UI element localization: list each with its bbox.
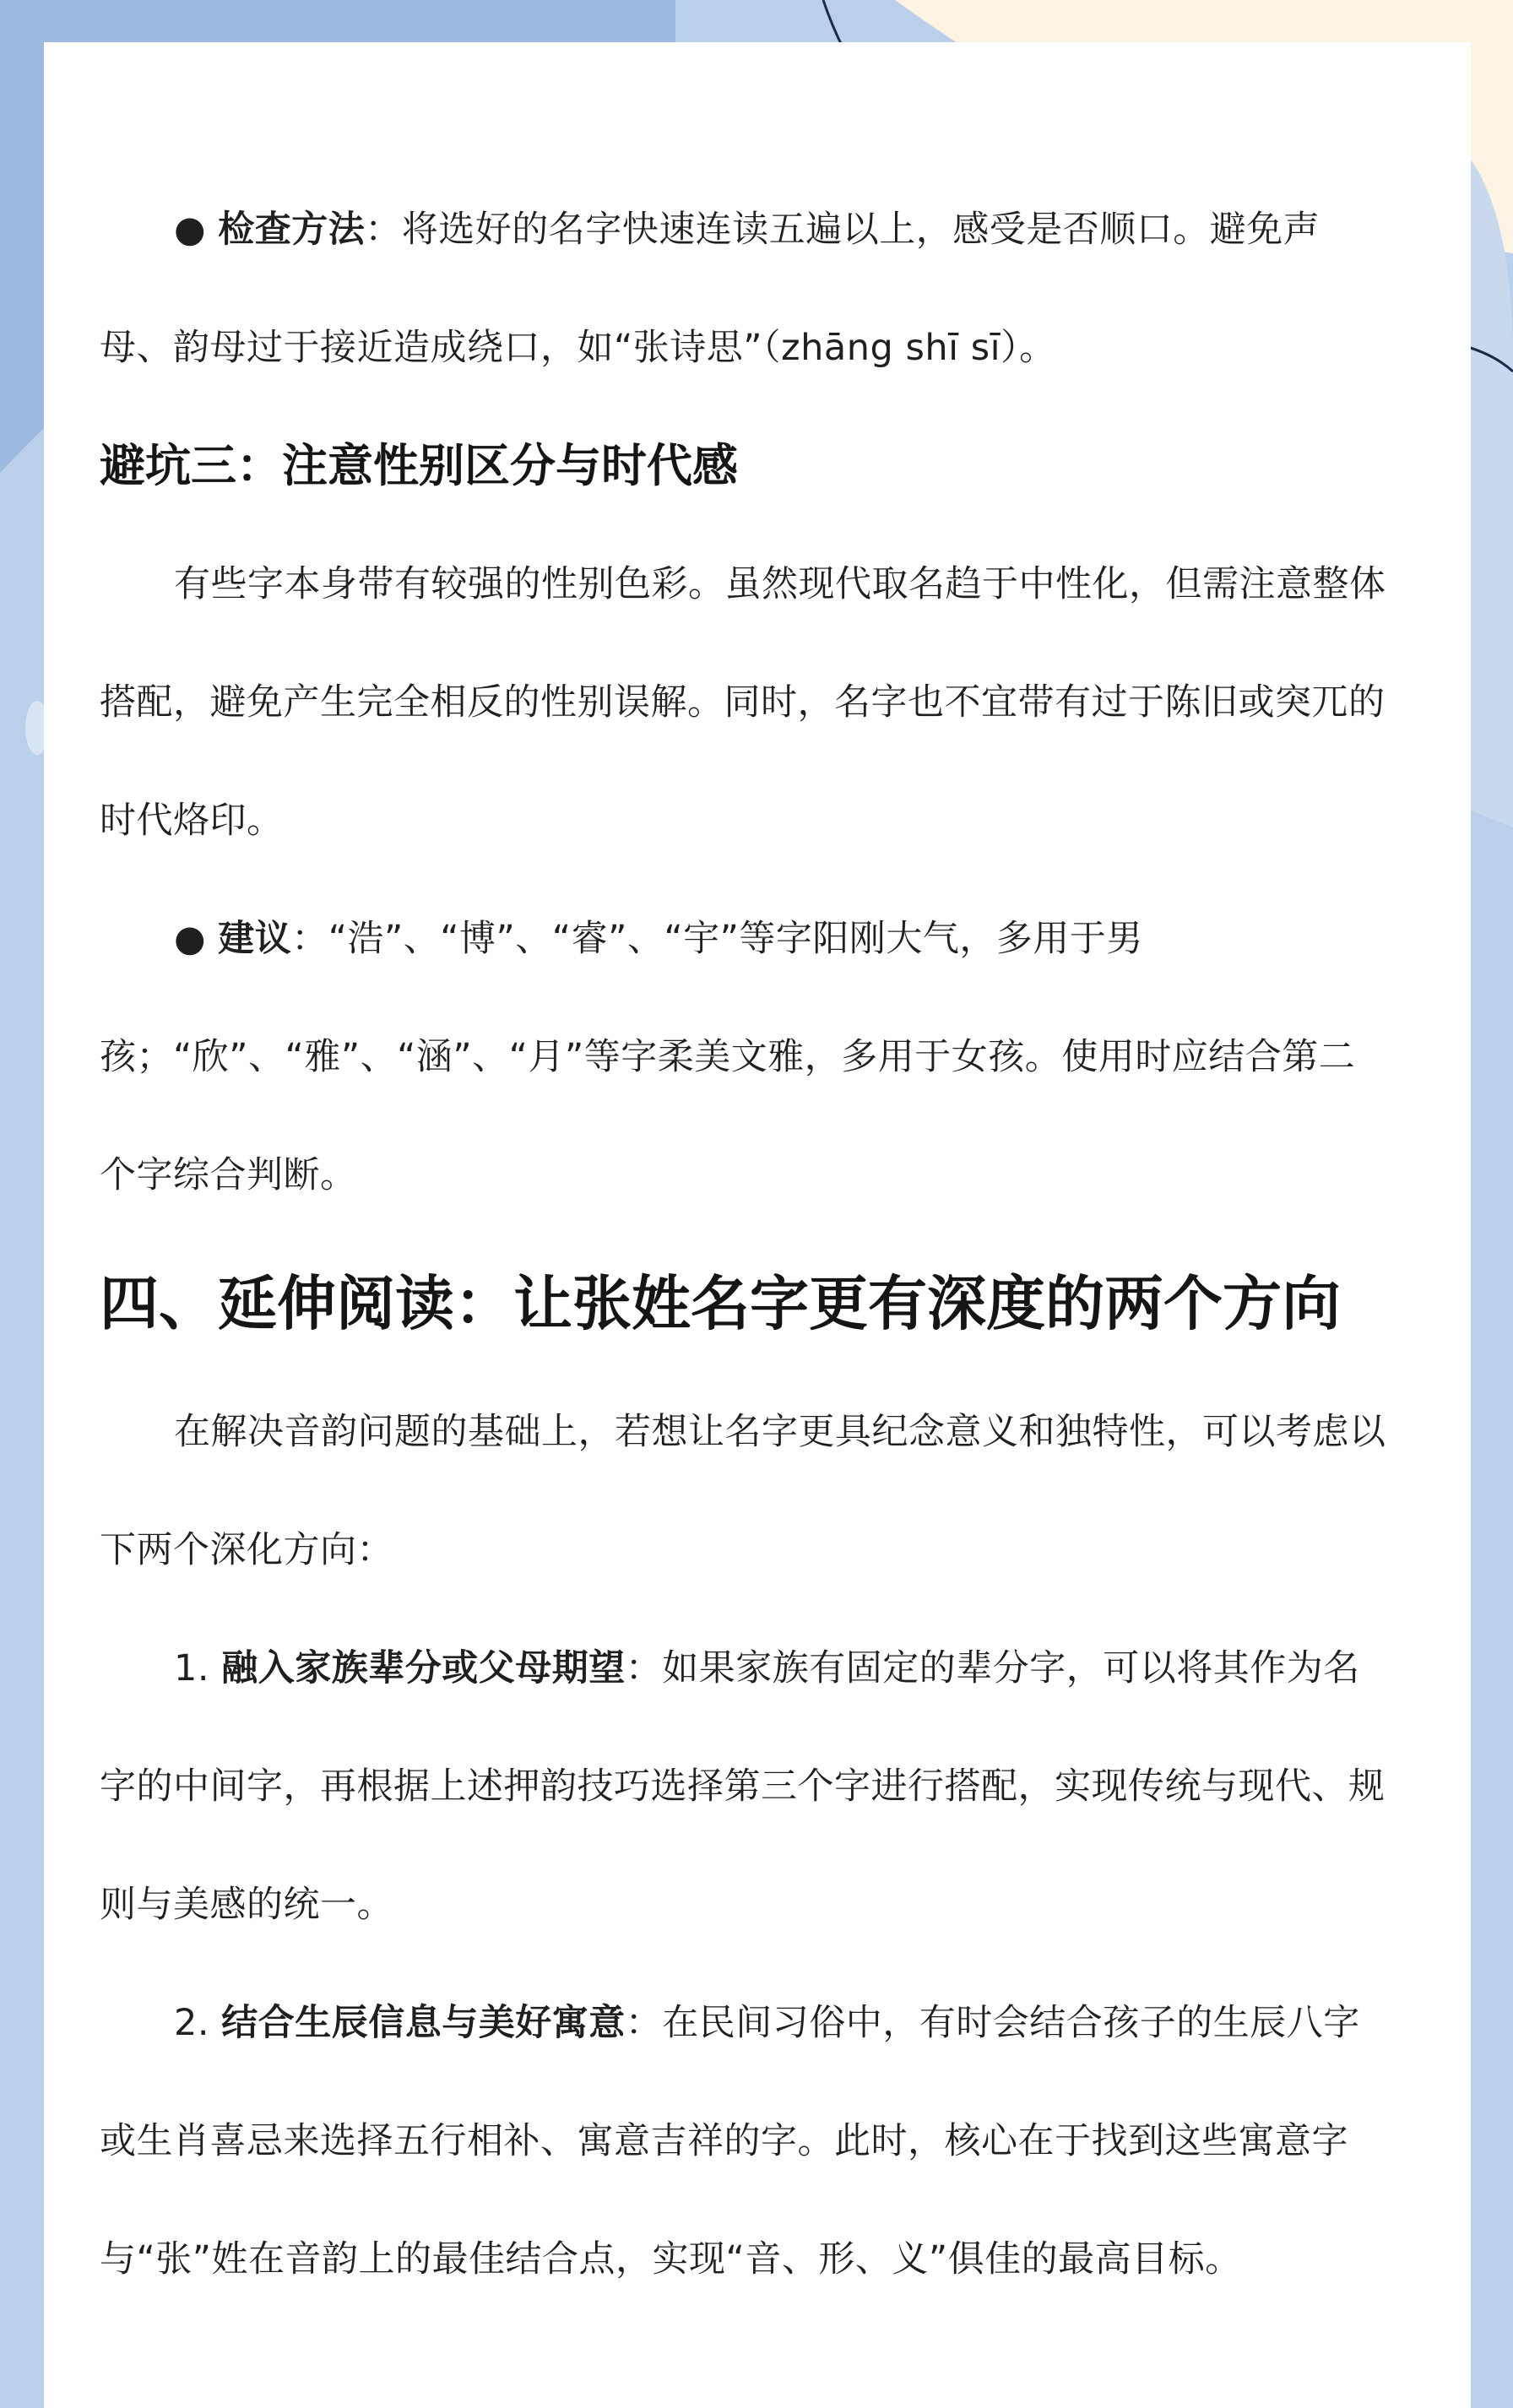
item-number: 1. (174, 1647, 222, 1689)
bullet-check-method (100, 171, 1390, 407)
item-label: 结合生辰信息与美好寓意 (221, 2002, 626, 2044)
section4-heading: 四、延伸阅读：让张姓名字更有深度的两个方向 (100, 1269, 1341, 1338)
bullet-marker: ● (174, 209, 219, 251)
item-text: ：如果家族有固定的辈分字，可以将其作为名字的中间字，再根据上述押韵技巧选择第三个字进行搭配，实现传统与现代、规则与美感的统一。 (100, 1647, 1386, 1926)
bullet-text: ：将选好的名字快速连读五遍以上，感受是否顺口。避免声母、韵母过于接近造成绕口，如“张诗思”（zhāng shī sī）。 (100, 209, 1320, 369)
bullet-suggestion (100, 880, 1390, 1234)
item-label: 融入家族辈分或父母期望 (221, 1647, 626, 1689)
item-text: ：在民间习俗中，有时会结合孩子的生辰八字或生肖喜忌来选择五行相补、寓意吉祥的字。此时，核心在于找到这些寓意字与“张”姓在音韵上的最佳结合点，实现“音、形、义”俱佳的最高目标。 (100, 2002, 1360, 2281)
numbered-item-2 (100, 1964, 1390, 2319)
section4-intro: 在解决音韵问题的基础上，若想让名字更具纪念意义和独特性，可以考虑以下两个深化方向： (100, 1411, 1386, 1571)
numbered-item-1 (100, 1609, 1390, 1964)
bullet-marker: ● (174, 918, 219, 960)
bullet-text: ：“浩”、“博”、“睿”、“宇”等字阳刚大气，多用于男孩；“欣”、“雅”、“涵”、“月”等字柔美文雅，多用于女孩。使用时应结合第二个字综合判断。 (100, 918, 1356, 1196)
bullet-label: 检查方法 (218, 209, 366, 251)
section3-heading: 避坑三：注意性别区分与时代感 (100, 439, 738, 492)
bullet-label: 建议 (218, 918, 292, 960)
section3-paragraph: 有些字本身带有较强的性别色彩。虽然现代取名趋于中性化，但需注意整体搭配，避免产生完全相反的性别误解。同时，名字也不宜带有过于陈旧或突兀的时代烙印。 (100, 563, 1386, 842)
item-number: 2. (174, 2002, 222, 2044)
article-card (44, 42, 1471, 2408)
